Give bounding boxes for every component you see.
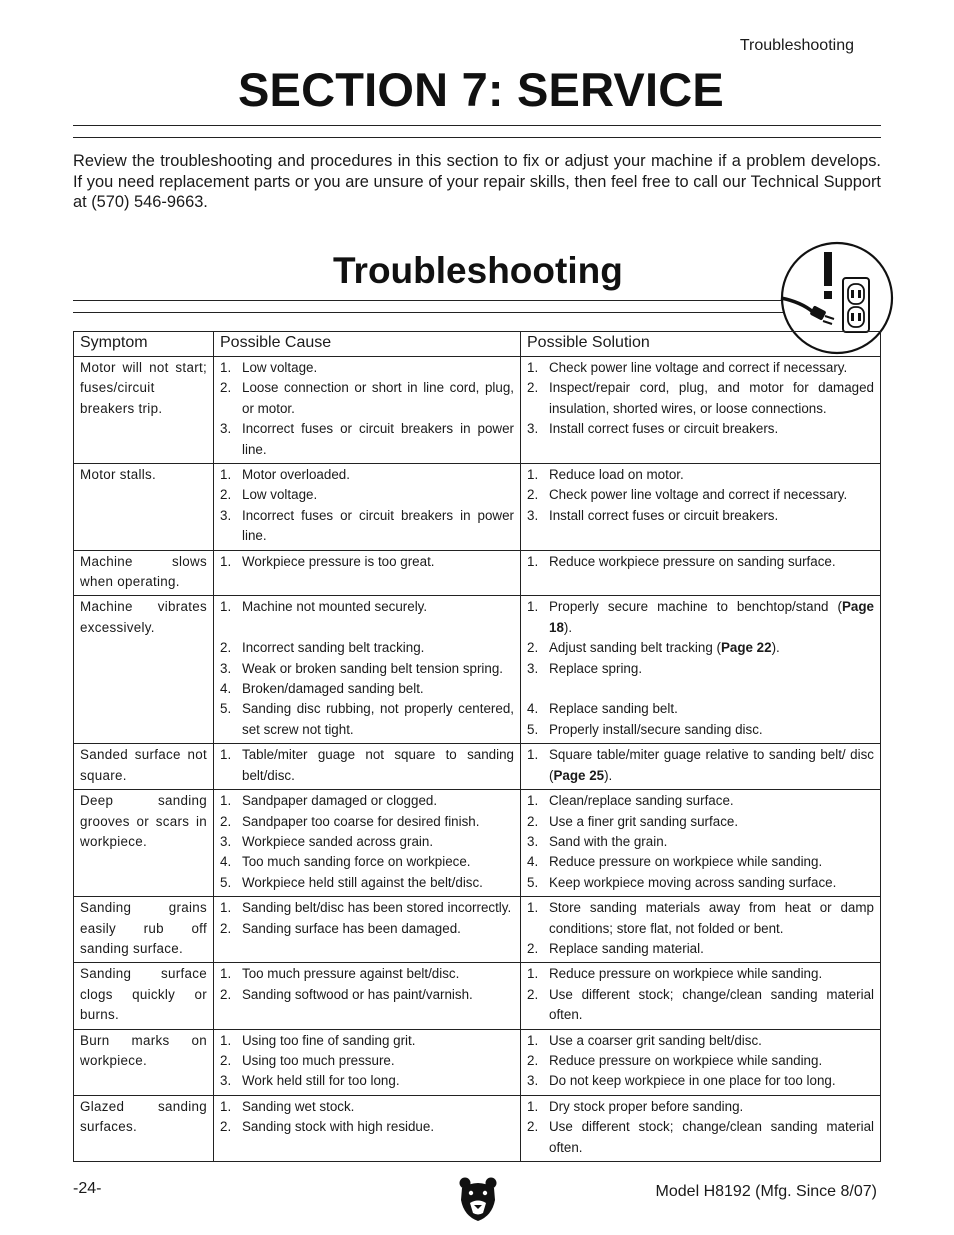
intro-paragraph: Review the troubleshooting and procedures in this section to fix or adjust your machine if a problem develops. If you need replacement parts or you are unsure of your repair skills, then feel free to call our Technical Support at (570) 546-9663. <box>73 152 881 211</box>
item-text: Reduce workpiece pressure on sanding surface. <box>549 553 836 569</box>
cause-list <box>220 745 514 786</box>
list-item <box>220 1031 514 1051</box>
cause-cell <box>214 357 521 464</box>
symptom-cell: Sanding surface clogs quickly or burns. <box>74 963 214 1029</box>
item-text: Square table/miter guage relative to sanding belt/ disc (Page 25). <box>549 747 874 783</box>
item-number: 2. <box>220 813 232 829</box>
item-number: 2. <box>527 380 539 396</box>
item-number: 3. <box>527 1073 539 1089</box>
item-number: 4. <box>220 681 232 697</box>
list-item <box>527 898 874 939</box>
table-row <box>74 550 881 596</box>
item-number: 2. <box>220 640 232 656</box>
item-number: 2. <box>220 986 232 1002</box>
list-item <box>527 939 874 959</box>
item-text: Check power line voltage and correct if necessary. <box>549 487 848 503</box>
item-text: Using too fine of sanding grit. <box>242 1032 416 1048</box>
list-item <box>527 699 874 719</box>
list-item <box>527 1031 874 1051</box>
item-number: 1. <box>220 360 232 375</box>
item-text: Install correct fuses or circuit breakers. <box>549 421 779 437</box>
list-item <box>527 419 874 439</box>
item-text: Use different stock; change/clean sanding material often. <box>549 1119 874 1155</box>
item-text: Table/miter guage not square to sanding belt/disc. <box>242 747 514 783</box>
solution-cell <box>521 1029 881 1095</box>
table-row <box>74 596 881 744</box>
solution-list <box>527 1031 874 1092</box>
item-number: 1. <box>220 553 232 569</box>
item-text: Replace sanding belt. <box>549 701 678 717</box>
model-label: Model H8192 (Mfg. Since 8/07) <box>655 1183 877 1200</box>
item-number: 1. <box>527 793 539 809</box>
cause-list <box>220 1097 514 1138</box>
item-number: 1. <box>527 747 539 763</box>
item-text: Motor overloaded. <box>242 467 350 483</box>
list-item <box>527 485 874 505</box>
list-item <box>527 720 874 740</box>
list-item <box>220 832 514 852</box>
item-number: 2. <box>220 380 232 396</box>
item-text: Sanding stock with high residue. <box>242 1119 435 1135</box>
list-item <box>220 465 514 485</box>
item-number: 5. <box>220 874 232 890</box>
title-rule-top <box>73 125 881 126</box>
item-number: 1. <box>527 553 539 569</box>
table-row <box>74 464 881 551</box>
list-item <box>527 1071 874 1091</box>
page-number: -24- <box>73 1180 102 1197</box>
item-text: Inspect/repair cord, plug, and motor for damaged insulation, shorted wires, or loose connections. <box>549 380 874 416</box>
solution-list <box>527 358 874 440</box>
table-row <box>74 357 881 464</box>
title-rule-bottom <box>73 137 881 138</box>
item-text: Sanding softwood or has paint/varnish. <box>242 986 473 1002</box>
column-header-solution: Possible Solution <box>521 332 881 357</box>
list-item <box>527 791 874 811</box>
bear-head-logo-icon <box>458 1176 498 1222</box>
list-item <box>220 745 514 786</box>
list-item <box>220 506 514 547</box>
table-row <box>74 897 881 963</box>
list-item <box>220 985 514 1005</box>
list-item <box>220 964 514 984</box>
solution-cell <box>521 790 881 897</box>
item-text: Workpiece pressure is too great. <box>242 553 435 569</box>
item-text: Dry stock proper before sanding. <box>549 1098 744 1114</box>
list-item <box>527 873 874 893</box>
item-text: Loose connection or short in line cord, plug, or motor. <box>242 380 514 416</box>
list-item <box>220 597 514 617</box>
item-text: Machine not mounted securely. <box>242 599 428 615</box>
item-text: Weak or broken sanding belt tension spring. <box>242 660 504 676</box>
list-item <box>527 985 874 1026</box>
item-number: 1. <box>220 966 232 982</box>
item-text: Check power line voltage and correct if necessary. <box>549 360 848 375</box>
symptom-cell: Sanded surface not square. <box>74 744 214 790</box>
list-item <box>527 745 874 786</box>
list-item <box>220 419 514 460</box>
item-text: Clean/replace sanding surface. <box>549 793 734 809</box>
item-text: Reduce pressure on workpiece while sanding. <box>549 966 823 982</box>
item-number: 1. <box>220 599 232 615</box>
cause-cell <box>214 550 521 596</box>
item-number: 5. <box>527 721 539 737</box>
table-row <box>74 963 881 1029</box>
solution-list <box>527 791 874 893</box>
item-number: 1. <box>527 900 539 916</box>
list-item <box>220 873 514 893</box>
item-number: 2. <box>527 487 539 503</box>
table-row <box>74 1095 881 1161</box>
list-item <box>527 638 874 658</box>
item-number: 4. <box>220 854 232 870</box>
list-item <box>527 465 874 485</box>
solution-cell <box>521 357 881 464</box>
item-number: 1. <box>527 1032 539 1048</box>
item-text: Incorrect sanding belt tracking. <box>242 640 425 656</box>
item-number: 2. <box>527 813 539 829</box>
item-number: 1. <box>220 1098 232 1114</box>
item-number: 3. <box>220 833 232 849</box>
item-text: Sandpaper too coarse for desired finish. <box>242 813 480 829</box>
cause-cell <box>214 464 521 551</box>
list-item <box>527 1117 874 1158</box>
list-item <box>527 358 874 378</box>
item-number: 1. <box>527 1098 539 1114</box>
list-item <box>527 832 874 852</box>
item-text: Sanding wet stock. <box>242 1098 355 1114</box>
item-number: 3. <box>220 421 232 437</box>
symptom-cell: Motor will not start; fuses/circuit breakers trip. <box>74 357 214 464</box>
item-number: 3. <box>527 833 539 849</box>
symptom-cell: Machine slows when operating. <box>74 550 214 596</box>
solution-cell <box>521 1095 881 1161</box>
item-number: 4. <box>527 854 539 870</box>
symptom-cell: Burn marks on workpiece. <box>74 1029 214 1095</box>
symptom-cell: Sanding grains easily rub off sanding surface. <box>74 897 214 963</box>
troubleshooting-table <box>73 331 881 1162</box>
symptom-cell: Machine vibrates excessively. <box>74 596 214 744</box>
solution-list <box>527 898 874 959</box>
table-row <box>74 790 881 897</box>
solution-list <box>527 552 874 572</box>
cause-cell <box>214 1095 521 1161</box>
cause-list <box>220 791 514 893</box>
table-row <box>74 744 881 790</box>
item-number: 1. <box>527 599 539 615</box>
item-text: Sanding surface has been damaged. <box>242 920 461 936</box>
item-text: Sanding belt/disc has been stored incorrectly. <box>242 900 512 916</box>
solution-cell <box>521 550 881 596</box>
cause-list <box>220 964 514 1005</box>
item-number: 3. <box>220 507 232 523</box>
item-number: 1. <box>220 747 232 763</box>
item-number: 1. <box>527 360 539 375</box>
list-item <box>527 1051 874 1071</box>
cause-cell <box>214 596 521 744</box>
item-text: Broken/damaged sanding belt. <box>242 681 424 697</box>
item-number: 2. <box>220 1119 232 1135</box>
solution-list <box>527 964 874 1025</box>
item-number: 1. <box>220 900 232 916</box>
item-number: 2. <box>527 1119 539 1135</box>
table-header-row <box>74 332 881 357</box>
cause-list <box>220 898 514 939</box>
column-header-symptom: Symptom <box>74 332 214 357</box>
table-row <box>74 1029 881 1095</box>
column-header-cause: Possible Cause <box>214 332 521 357</box>
item-text: Use a coarser grit sanding belt/disc. <box>549 1032 762 1048</box>
item-number: 1. <box>527 467 539 483</box>
solution-cell <box>521 897 881 963</box>
list-item <box>220 378 514 419</box>
solution-list <box>527 745 874 786</box>
list-item <box>527 506 874 526</box>
cause-list <box>220 358 514 460</box>
list-item <box>220 791 514 811</box>
item-number: 2. <box>527 1052 539 1068</box>
symptom-cell: Motor stalls. <box>74 464 214 551</box>
item-text: Reduce pressure on workpiece while sanding. <box>549 854 823 870</box>
list-item <box>220 919 514 939</box>
list-item <box>220 552 514 572</box>
list-item <box>220 1051 514 1071</box>
list-item <box>220 812 514 832</box>
item-number: 1. <box>220 467 232 483</box>
list-item <box>220 1097 514 1117</box>
cause-cell <box>214 744 521 790</box>
list-item <box>527 597 874 638</box>
list-item <box>220 898 514 918</box>
item-text: Reduce load on motor. <box>549 467 684 483</box>
item-text: Install correct fuses or circuit breakers. <box>549 507 779 523</box>
list-item <box>220 1117 514 1137</box>
list-item <box>220 358 514 378</box>
solution-cell <box>521 596 881 744</box>
list-item <box>220 852 514 872</box>
solution-cell <box>521 464 881 551</box>
item-number: 3. <box>220 1073 232 1089</box>
item-text: Keep workpiece moving across sanding surface. <box>549 874 837 890</box>
item-text: Using too much pressure. <box>242 1052 395 1068</box>
item-text: Store sanding materials away from heat or damp conditions; store flat, not folded or bent. <box>549 900 874 936</box>
cause-cell <box>214 1029 521 1095</box>
cause-cell <box>214 963 521 1029</box>
cause-cell <box>214 897 521 963</box>
solution-list <box>527 597 874 740</box>
list-item <box>220 1071 514 1091</box>
item-number: 3. <box>220 660 232 676</box>
item-text: Adjust sanding belt tracking (Page 22). <box>549 640 780 656</box>
item-text: Work held still for too long. <box>242 1073 400 1089</box>
item-number: 2. <box>220 1052 232 1068</box>
list-item <box>527 552 874 572</box>
item-number: 2. <box>220 487 232 503</box>
item-number: 1. <box>220 1032 232 1048</box>
item-number: 1. <box>527 966 539 982</box>
list-item <box>527 964 874 984</box>
list-item <box>527 1097 874 1117</box>
item-text: Use different stock; change/clean sanding material often. <box>549 986 874 1023</box>
list-item <box>220 659 514 679</box>
list-item <box>220 485 514 505</box>
item-number: 2. <box>527 640 539 656</box>
item-text: Low voltage. <box>242 487 318 503</box>
item-number: 4. <box>527 701 539 717</box>
item-text: Low voltage. <box>242 360 318 375</box>
item-number: 3. <box>527 507 539 523</box>
item-text: Incorrect fuses or circuit breakers in power line. <box>242 421 514 457</box>
list-item <box>527 659 874 679</box>
cause-list <box>220 1031 514 1092</box>
item-number: 5. <box>220 701 232 717</box>
item-number: 2. <box>527 940 539 956</box>
item-number: 1. <box>220 793 232 809</box>
solution-list <box>527 1097 874 1158</box>
solution-cell <box>521 744 881 790</box>
item-text: Workpiece sanded across grain. <box>242 833 434 849</box>
item-text: Incorrect fuses or circuit breakers in power line. <box>242 507 514 544</box>
solution-list <box>527 465 874 526</box>
running-head: Troubleshooting <box>739 37 854 54</box>
item-text: Workpiece held still against the belt/disc. <box>242 874 483 890</box>
item-text: Do not keep workpiece in one place for too long. <box>549 1073 836 1089</box>
cause-list <box>220 465 514 547</box>
symptom-cell: Glazed sanding surfaces. <box>74 1095 214 1161</box>
item-text: Sand with the grain. <box>549 833 668 849</box>
item-text: Too much sanding force on workpiece. <box>242 854 471 870</box>
list-item <box>220 638 514 658</box>
item-text: Properly install/secure sanding disc. <box>549 721 763 737</box>
subsection-title: Troubleshooting <box>333 250 623 291</box>
item-text: Too much pressure against belt/disc. <box>242 966 460 982</box>
symptom-cell: Deep sanding grooves or scars in workpiece. <box>74 790 214 897</box>
item-text: Replace sanding material. <box>549 940 704 956</box>
item-number: 2. <box>220 920 232 936</box>
item-text: Sanding disc rubbing, not properly centered, set screw not tight. <box>242 701 514 737</box>
item-number: 2. <box>527 986 539 1002</box>
solution-cell <box>521 963 881 1029</box>
cause-list <box>220 597 514 740</box>
list-item <box>527 812 874 832</box>
item-text: Use a finer grit sanding surface. <box>549 813 739 829</box>
cause-cell <box>214 790 521 897</box>
list-item <box>527 378 874 419</box>
item-number: 3. <box>527 421 539 437</box>
list-item <box>527 852 874 872</box>
cause-list <box>220 552 514 572</box>
item-text: Properly secure machine to benchtop/stand (Page 18). <box>549 599 874 635</box>
section-title: SECTION 7: SERVICE <box>238 63 724 116</box>
item-text: Sandpaper damaged or clogged. <box>242 793 438 809</box>
item-text: Reduce pressure on workpiece while sanding. <box>549 1052 823 1068</box>
list-item <box>220 699 514 740</box>
subsection-rule-bottom <box>73 312 789 313</box>
item-number: 3. <box>527 660 539 676</box>
item-text: Replace spring. <box>549 660 643 676</box>
subsection-rule-top <box>73 300 783 301</box>
item-number: 5. <box>527 874 539 890</box>
list-item <box>220 679 514 699</box>
